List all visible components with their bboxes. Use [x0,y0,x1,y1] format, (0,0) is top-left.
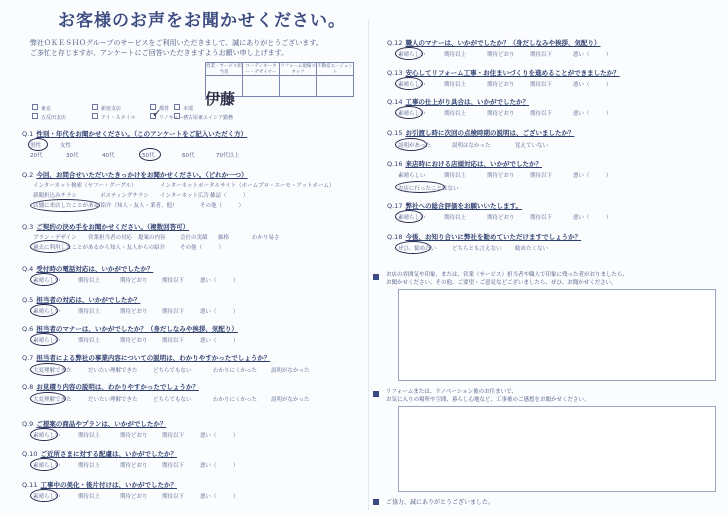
question-number: Q.10 [22,450,38,458]
staff-table: 営業・サービス担当者 コーディネーター・デザイナー リフォーム現場スタッフ 不動産エージェント [205,62,354,97]
selection-circle [30,428,58,441]
selection-circle [395,77,423,90]
answer-option[interactable]: 悪い（ ） [573,173,612,179]
answer-option[interactable]: 期待以上 [78,433,101,439]
answer-option[interactable]: 説明はなかった [452,143,491,149]
question-q4 [22,264,153,273]
selection-circle [395,241,431,254]
question-text: お引渡し時に次回の点検時期の説明は、ございましたか？ [405,129,575,137]
answer-option[interactable]: だいたい理解できた [88,397,138,403]
answer-option[interactable]: インターネットポータルサイト（ホームプロ・スーモ・アットホーム） [160,183,335,189]
answer-option[interactable]: 素晴らしい [33,433,61,439]
answer-option[interactable]: 期待以上 [78,278,101,284]
answer-option[interactable]: 期待以上 [78,309,101,315]
question-text: 担当者の対応は、いかがでしたか？ [36,296,141,304]
bullet-square-icon [373,499,379,505]
answer-option[interactable]: 説明がなかった [271,368,310,374]
selection-circle [139,148,161,161]
answer-option[interactable]: 男性 [30,143,42,149]
answer-option[interactable]: 悪い（ ） [573,215,612,221]
selection-circle [30,333,58,346]
answer-option[interactable]: 期待どおり [120,309,148,315]
answer-option[interactable]: どちらでもない [153,368,192,374]
checkmark-icon: ✓ [152,107,162,120]
question-number: Q.9 [22,420,34,428]
answer-option[interactable]: 悪い（ ） [200,463,239,469]
answer-option[interactable]: 素晴らしい [398,82,426,88]
question-text: 工事中の美化・後片付けは、いかがでしたか？ [40,481,177,489]
answer-option[interactable]: 会社の実績 [180,235,208,241]
answer-option[interactable]: 悪い（ ） [573,82,612,88]
answer-option[interactable]: 説明がなかった [271,397,310,403]
answer-option[interactable]: 大変理解できた [33,368,72,374]
answer-option[interactable]: どちらでもない [153,397,192,403]
answer-option[interactable]: ポスティングチラシ [100,193,149,199]
question-text: 性別・年代をお聞かせください。（このアンケートをご記入いただく方） [36,130,248,138]
question-text: 担当者のマナーは、いかがでしたか？（身だしなみや挨拶、気配り） [36,325,238,333]
question-number: Q.3 [22,223,34,231]
question-text: 今後、お知り合いに弊社を勧めていただけますでしょうか？ [405,233,582,241]
question-q6 [22,324,238,333]
question-q15 [387,128,574,137]
question-number: Q.7 [22,354,34,362]
answer-option[interactable]: 過去に利用したことがあるから [33,245,111,251]
question-number: Q.16 [387,160,403,168]
answer-option[interactable]: 大変理解できた [33,397,72,403]
question-text: 弊社への総合評価をお願いいたします。 [405,202,522,210]
question-number: Q.8 [22,383,34,391]
answer-option[interactable]: 70代以上 [216,153,240,159]
answer-option[interactable]: その他（ ） [180,245,225,251]
answer-option[interactable]: 期待以下 [162,463,185,469]
answer-option[interactable]: 期待どおり [487,52,515,58]
question-number: Q.2 [22,171,34,179]
answer-option[interactable]: 期待以上 [444,215,467,221]
question-q7 [22,353,270,362]
question-text: ご契約の決め手をお聞かせください。（複数回答可） [36,223,190,231]
bullet-square-icon [373,391,379,397]
answer-option[interactable]: 悪い（ ） [573,111,612,117]
answer-option[interactable]: 覚えていない [515,143,549,149]
question-q8 [22,382,199,391]
answer-option[interactable]: プラン・デザイン [33,235,77,241]
answer-option[interactable]: どちらとも言えない [452,246,502,252]
answer-option[interactable]: その他（ ） [200,203,245,209]
selection-circle [30,458,58,471]
answer-option[interactable]: 期待以上 [444,52,467,58]
answer-option[interactable]: 期待どおり [487,215,515,221]
answer-option[interactable]: 素晴らしい [33,338,61,344]
answer-option[interactable]: 女性 [60,143,72,149]
answer-option[interactable]: 知人・友人からの紹介 [110,245,166,251]
selection-circle [395,181,445,193]
answer-option[interactable]: 期待以上 [78,494,101,500]
answer-option[interactable]: 期待以下 [530,215,553,221]
answer-option[interactable]: ぜひ、勧めたい [398,246,437,252]
answer-option[interactable]: わかりにくかった [213,397,258,403]
question-text: 受付時の電話対応は、いかがでしたか？ [36,265,154,273]
question-number: Q.17 [387,202,403,210]
question-number: Q.11 [22,481,38,489]
question-q1 [22,129,247,138]
answer-option[interactable]: 新聞折込みチラシ [33,193,78,199]
selection-circle [395,47,423,60]
answer-option[interactable]: 雑誌（ ） [210,193,249,199]
freeform-prompt-1: お店の雰囲気や印象、または、営業（サービス）担当者や職人で印象に残った者がおりましたら、 お聞かせください。その他、ご要望・ご意見などございましたら、ぜひ、お聞かせください。 [386,272,629,286]
selection-circle [30,273,58,286]
answer-option[interactable]: 素晴らしい [398,173,426,179]
question-text: お見積り内容の説明は、わかりやすかったでしょうか？ [36,383,199,391]
answer-option[interactable]: 営業担当者の対応 [88,235,133,241]
answer-option[interactable]: 素晴らしい [33,309,61,315]
answer-option[interactable]: 期待以上 [78,338,101,344]
answer-option[interactable]: 期待以上 [78,463,101,469]
question-q12 [387,38,600,47]
answer-option[interactable]: ご紹介（知人・友人・業者、他） [95,203,178,209]
answer-option[interactable]: 素晴らしい [33,494,61,500]
question-q16 [387,159,542,168]
answer-option[interactable]: 期待どおり [120,338,148,344]
selection-circle [30,199,100,212]
question-q9 [22,419,166,428]
answer-option[interactable]: 期待どおり [120,278,148,284]
answer-option[interactable]: 素晴らしい [398,52,426,58]
question-q13 [387,68,620,77]
question-q17 [387,201,522,210]
answer-option[interactable]: だいたい理解できた [88,368,138,374]
answer-option[interactable]: インターネット広告 [160,193,210,199]
question-text: ご近所さまに対する配慮は、いかがでしたか？ [40,450,177,458]
answer-option[interactable]: 期待どおり [120,463,148,469]
answer-option[interactable]: 期待どおり [120,433,148,439]
question-number: Q.5 [22,296,34,304]
answer-option[interactable]: 期待どおり [487,111,515,117]
answer-option[interactable]: 60代 [182,153,195,159]
selection-circle [395,106,423,119]
answer-option[interactable]: 40代 [102,153,115,159]
question-q18 [387,232,581,241]
answer-option[interactable]: お店に行ったことはない [398,186,459,192]
answer-option[interactable]: 期待どおり [487,173,515,179]
question-number: Q.18 [387,233,403,241]
answer-option[interactable]: 期待以下 [162,338,185,344]
answer-option[interactable]: 素晴らしい [398,215,426,221]
selection-circle [30,304,58,317]
question-number: Q.13 [387,69,403,77]
answer-option[interactable]: 期待以下 [162,278,185,284]
question-number: Q.1 [22,130,34,138]
freeform-answer-1[interactable] [398,289,716,381]
answer-option[interactable]: 悪い（ ） [573,52,612,58]
question-text: 担当者による弊社の事業内容についての説明は、わかりやすかったでしょうか？ [36,354,271,362]
answer-option[interactable]: 期待以下 [530,82,553,88]
answer-option[interactable]: 素晴らしい [33,463,61,469]
question-q11 [22,480,177,489]
answer-option[interactable]: 店舗に来店したことがある [33,203,100,209]
selection-circle [28,138,48,151]
page-title: お客様のお声をお聞かせください。 [58,11,346,31]
answer-option[interactable]: 期待以下 [530,111,553,117]
question-q14 [387,97,529,106]
question-number: Q.4 [22,265,34,273]
answer-option[interactable]: 期待以下 [530,52,553,58]
question-number: Q.6 [22,325,34,333]
answer-option[interactable]: 期待以上 [444,82,467,88]
answer-option[interactable]: 勧めたくない [515,246,549,252]
question-q2 [22,170,248,179]
answer-option[interactable]: 期待以下 [530,173,553,179]
answer-option[interactable]: 期待以下 [162,309,185,315]
question-number: Q.12 [387,39,403,47]
selection-circle [30,489,58,502]
question-text: 安心してリフォーム工事・お住まいづくりを進めることができましたか？ [405,69,620,77]
answer-option[interactable]: 期待どおり [120,494,148,500]
freeform-prompt-2: リフォームまたは、リノベーション後のお住まいで、 お気に入りの場所や空間、暮らし心地など、工事後のご感想をお聞かせください。 [386,389,590,403]
footer-thanks: ご協力、誠にありがとうございました。 [386,499,495,506]
answer-option[interactable]: 悪い（ ） [200,494,239,500]
intro-text: 弊社ＯＫＥＳＨＯグループのサービスをご利用いただきまして、誠にありがとうございます。 ご多忙と存じますが、アンケートにご回答いただきますようお願い申し上げます。 [30,39,323,57]
freeform-answer-2[interactable] [398,406,716,492]
question-q3 [22,222,189,231]
question-q5 [22,295,140,304]
question-text: 工事の仕上がり具合は、いかがでしたか？ [405,98,529,106]
answer-option[interactable]: インターネット検索（ヤフー・グーグル） [33,183,137,189]
selection-circle [395,210,423,223]
staff-signature: 伊藤 [205,90,236,108]
question-text: ご提案の商品やプランは、いかがでしたか？ [36,420,167,428]
answer-option[interactable]: 価格 [218,235,230,241]
answer-option[interactable]: 期待以下 [162,494,185,500]
question-text: 来店時における店頭対応は、いかがでしたか？ [405,160,542,168]
answer-option[interactable]: 説明があった [398,143,431,149]
question-text: 今回、お問合せいただいたきっかけをお聞かせください。（どれか一つ） [36,171,248,179]
selection-circle [30,392,66,405]
answer-option[interactable]: 提案の内容 [138,235,166,241]
selection-circle [395,138,427,151]
answer-option[interactable]: 期待以上 [444,173,467,179]
question-number: Q.14 [387,98,403,106]
answer-option[interactable]: 悪い（ ） [200,278,239,284]
answer-option[interactable]: 30代 [66,153,79,159]
answer-option[interactable]: 悪い（ ） [200,309,239,315]
selection-circle [30,363,66,376]
answer-option[interactable]: 悪い（ ） [200,433,239,439]
answer-option[interactable]: わかり易さ [252,235,280,241]
question-text: 職人のマナーは、いかがでしたか？（身だしなみや挨拶、気配り） [405,39,601,47]
answer-option[interactable]: 素晴らしい [33,278,61,284]
column-divider [368,20,369,510]
answer-option[interactable]: 悪い（ ） [200,338,239,344]
answer-option[interactable]: わかりにくかった [213,368,258,374]
answer-option[interactable]: 20代 [30,153,43,159]
answer-option[interactable]: 期待以下 [162,433,185,439]
answer-option[interactable]: 50代 [142,153,155,159]
question-number: Q.15 [387,129,403,137]
answer-option[interactable]: 期待以上 [444,111,467,117]
question-q10 [22,449,177,458]
bullet-square-icon [373,274,379,280]
answer-option[interactable]: 期待どおり [487,82,515,88]
answer-option[interactable]: 素晴らしい [398,111,426,117]
selection-circle [30,240,70,253]
